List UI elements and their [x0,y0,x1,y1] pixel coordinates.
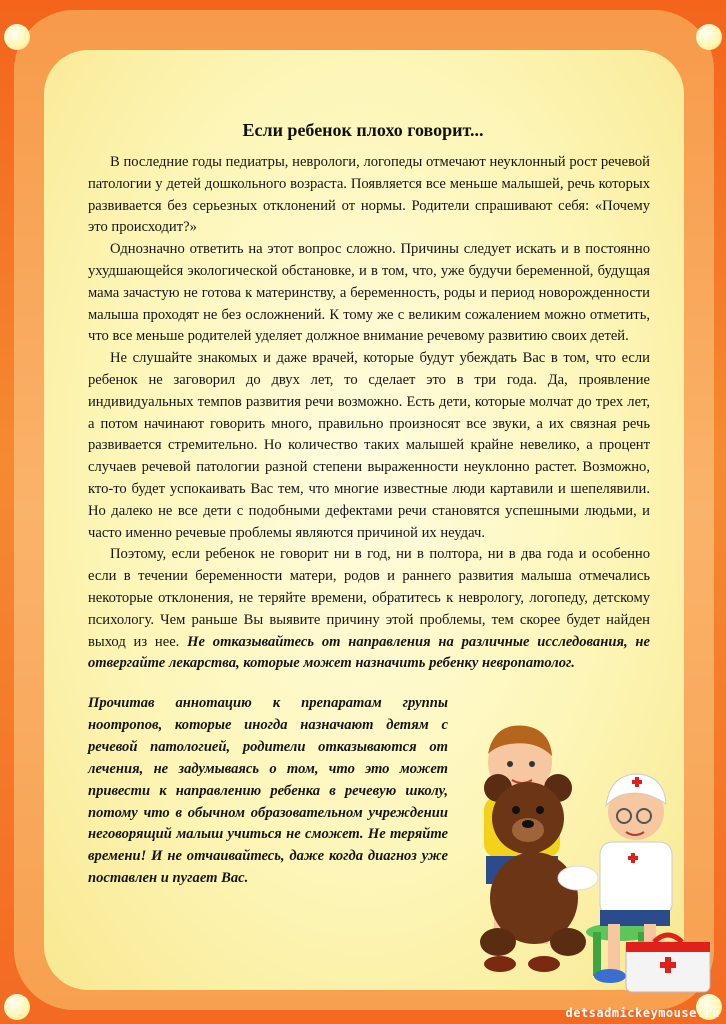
paragraph-bold-part: Не отказывайтесь от направления на различные исследования, не отвергайте лекарства, которые может назначить ребенку невропатолог. [88,633,650,672]
bold-italic-column: Прочитав аннотацию к препаратам группы ноотропов, которые иногда назначают детям с речевой патологией, родители отказываются от лечения, не задумываясь о том, что это может привести к направлению ребенка в речевую школу, потому что в обычном образовательном учреждении неговорящий малыш учиться не сможет. Не теряйте времени! И не отчаивайтесь, даже когда диагноз уже поставлен и пугает Вас. [88,695,448,887]
corner-dot-top-left [4,24,30,50]
paragraph [88,544,650,675]
page-title: Если ребенок плохо говорит... [242,120,484,140]
children-doctor-illustration [450,710,720,1000]
paragraph: В последние годы педиатры, неврологи, логопеды отмечают неуклонный рост речевой патологии у детей дошкольного возраста. Появляется все меньше малышей, речь которых развивается без серьезных отклонений от нормы. Родители спрашивают себя: «Почему это происходит?» [88,154,650,236]
corner-dot-top-right [696,24,722,50]
watermark-url: detsadmickeymouse.ru [565,1006,720,1020]
paragraph-plain-part: Поэтому, если ребенок не говорит ни в год, ни в полтора, ни в два года и особенно если в течении беременности матери, родов и раннего развития малыша отмечались некоторые отклонения, не теряйте времени, обратитесь к неврологу, логопеду, детскому психологу. Чем раньше Вы выявите причину этой проблемы, тем скорее будет найден выход из нее. [88,546,650,650]
paragraph: Не слушайте знакомых и даже врачей, которые будут убеждать Вас в том, что если ребенок не заговорил до двух лет, то сделает это в три года. Да, проявление индивидуальных темпов развития речи возможно. Есть дети, которые молчат до трех лет, а потом начинают говорить много, правильно произносят все звуки, а их связная речь развивается стремительно. Но количество таких малышей крайне невелико, а процент случаев речевой патологии разной степени выраженности неуклонно растет. Возможно, кто-то будет успокаивать Вас тем, что многие известные люди картавили и шепелявили. Но далеко не все дети с подобными дефектами речи становятся успешными людьми, и часто именно речевые проблемы являются причиной их неудач. [88,350,650,541]
corner-dot-bottom-left [4,994,30,1020]
article-body [88,152,650,675]
paragraph: Однозначно ответить на этот вопрос сложно. Причины следует искать и в постоянно ухудшающейся экологической обстановке, и в том, что, уже будучи беременной, будущая мама зачастую не готова к материнству, а беременность, роды и период новорожденности малыша проходят не без осложнений. К тому же с великим сожалением можно отметить, что все меньше родителей уделяет должное внимание речевому развитию своих детей. [88,241,650,345]
